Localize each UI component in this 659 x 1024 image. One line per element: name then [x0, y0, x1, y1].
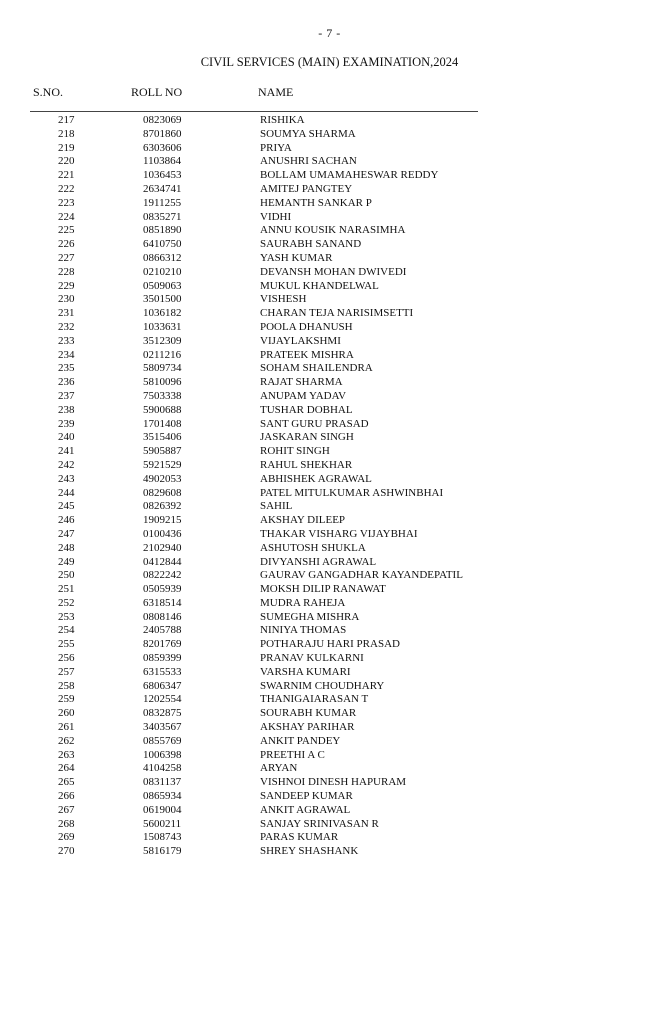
- cell-roll-no: 0210210: [143, 265, 182, 278]
- table-row: [0, 390, 659, 404]
- table-row: [0, 762, 659, 776]
- cell-name: VISHNOI DINESH HAPURAM: [260, 776, 407, 789]
- cell-sno: 234: [58, 348, 75, 361]
- cell-roll-no: 1036453: [143, 169, 182, 182]
- cell-sno: 233: [58, 334, 75, 347]
- cell-roll-no: 0826392: [143, 500, 182, 513]
- cell-name: PRANAV KULKARNI: [260, 652, 364, 665]
- cell-sno: 268: [58, 817, 75, 830]
- table-row: [0, 473, 659, 487]
- cell-roll-no: 6318514: [143, 596, 182, 609]
- table-row: [0, 431, 659, 445]
- table-row: [0, 376, 659, 390]
- cell-roll-no: 0211216: [143, 348, 182, 361]
- cell-roll-no: 4104258: [143, 762, 182, 775]
- cell-sno: 219: [58, 141, 75, 154]
- cell-sno: 238: [58, 403, 75, 416]
- table-row: [0, 445, 659, 459]
- page-number: - 7 -: [318, 26, 341, 40]
- cell-roll-no: 6315533: [143, 665, 182, 678]
- table-row: [0, 790, 659, 804]
- cell-name: SAURABH SANAND: [260, 238, 362, 251]
- cell-sno: 266: [58, 790, 75, 803]
- cell-name: ASHUTOSH SHUKLA: [260, 541, 366, 554]
- table-row: [0, 831, 659, 845]
- cell-name: PRIYA: [260, 141, 292, 154]
- cell-roll-no: 0100436: [143, 527, 182, 540]
- cell-sno: 225: [58, 224, 75, 237]
- cell-roll-no: 1202554: [143, 693, 182, 706]
- cell-roll-no: 0829608: [143, 486, 182, 499]
- cell-name: ANUSHRI SACHAN: [260, 155, 357, 168]
- cell-sno: 248: [58, 541, 75, 554]
- cell-name: GAURAV GANGADHAR KAYANDEPATIL: [260, 569, 463, 582]
- cell-name: SHREY SHASHANK: [260, 845, 359, 858]
- cell-sno: 270: [58, 845, 75, 858]
- cell-sno: 230: [58, 293, 75, 306]
- cell-roll-no: 0865934: [143, 790, 182, 803]
- cell-roll-no: 1036182: [143, 307, 182, 320]
- cell-sno: 222: [58, 182, 75, 195]
- cell-sno: 250: [58, 569, 75, 582]
- cell-name: VARSHA KUMARI: [260, 665, 351, 678]
- cell-sno: 227: [58, 251, 75, 264]
- cell-name: YASH KUMAR: [260, 251, 333, 264]
- cell-name: MUKUL KHANDELWAL: [260, 279, 379, 292]
- cell-roll-no: 3501500: [143, 293, 182, 306]
- cell-roll-no: 0835271: [143, 210, 182, 223]
- cell-name: TUSHAR DOBHAL: [260, 403, 353, 416]
- cell-sno: 223: [58, 196, 75, 209]
- table-row: [0, 238, 659, 252]
- cell-sno: 255: [58, 638, 75, 651]
- cell-name: SANJAY SRINIVASAN R: [260, 817, 379, 830]
- table-row: [0, 721, 659, 735]
- cell-roll-no: 7503338: [143, 389, 182, 402]
- header-name: NAME: [258, 85, 294, 99]
- cell-name: NINIYA THOMAS: [260, 624, 347, 637]
- cell-name: SOHAM SHAILENDRA: [260, 362, 373, 375]
- table-row: [0, 611, 659, 625]
- cell-name: AMITEJ PANGTEY: [260, 182, 353, 195]
- table-row: [0, 114, 659, 128]
- cell-name: JASKARAN SINGH: [260, 431, 354, 444]
- table-row: [0, 418, 659, 432]
- cell-roll-no: 5809734: [143, 362, 182, 375]
- cell-sno: 240: [58, 431, 75, 444]
- cell-sno: 247: [58, 527, 75, 540]
- cell-name: CHARAN TEJA NARISIMSETTI: [260, 307, 414, 320]
- cell-sno: 251: [58, 583, 75, 596]
- cell-name: ANKIT PANDEY: [260, 734, 341, 747]
- cell-name: DIVYANSHI AGRAWAL: [260, 555, 377, 568]
- table-row: [0, 514, 659, 528]
- cell-sno: 229: [58, 279, 75, 292]
- cell-roll-no: 6410750: [143, 238, 182, 251]
- cell-roll-no: 6806347: [143, 679, 182, 692]
- table-row: [0, 500, 659, 514]
- cell-name: POOLA DHANUSH: [260, 320, 353, 333]
- cell-sno: 231: [58, 307, 75, 320]
- table-row: [0, 404, 659, 418]
- cell-name: POTHARAJU HARI PRASAD: [260, 638, 400, 651]
- table-row: [0, 183, 659, 197]
- cell-roll-no: 0412844: [143, 555, 182, 568]
- cell-roll-no: 1508743: [143, 831, 182, 844]
- cell-roll-no: 0851890: [143, 224, 182, 237]
- table-row: [0, 818, 659, 832]
- cell-roll-no: 3512309: [143, 334, 182, 347]
- cell-roll-no: 0505939: [143, 583, 182, 596]
- header-divider: [30, 111, 478, 112]
- table-row: [0, 142, 659, 156]
- table-row: [0, 624, 659, 638]
- header-roll-no: ROLL NO: [131, 85, 183, 99]
- cell-sno: 228: [58, 265, 75, 278]
- cell-roll-no: 8701860: [143, 127, 182, 140]
- cell-sno: 254: [58, 624, 75, 637]
- cell-sno: 265: [58, 776, 75, 789]
- cell-sno: 249: [58, 555, 75, 568]
- table-row: [0, 362, 659, 376]
- cell-sno: 262: [58, 734, 75, 747]
- cell-name: HEMANTH SANKAR P: [260, 196, 372, 209]
- cell-roll-no: 5921529: [143, 458, 182, 471]
- cell-roll-no: 0831137: [143, 776, 182, 789]
- cell-roll-no: 3403567: [143, 721, 182, 734]
- cell-roll-no: 2634741: [143, 182, 182, 195]
- table-row: [0, 280, 659, 294]
- cell-name: VIJAYLAKSHMI: [260, 334, 341, 347]
- cell-roll-no: 8201769: [143, 638, 182, 651]
- cell-name: SWARNIM CHOUDHARY: [260, 679, 385, 692]
- table-row: [0, 749, 659, 763]
- cell-name: DEVANSH MOHAN DWIVEDI: [260, 265, 407, 278]
- table-row: [0, 459, 659, 473]
- cell-name: PREETHI A C: [260, 748, 325, 761]
- cell-roll-no: 0859399: [143, 652, 182, 665]
- table-row: [0, 335, 659, 349]
- cell-name: SUMEGHA MISHRA: [260, 610, 360, 623]
- cell-roll-no: 0619004: [143, 803, 182, 816]
- cell-sno: 226: [58, 238, 75, 251]
- cell-sno: 245: [58, 500, 75, 513]
- table-row: [0, 528, 659, 542]
- cell-sno: 217: [58, 114, 75, 126]
- cell-roll-no: 5816179: [143, 845, 182, 858]
- cell-name: ARYAN: [260, 762, 298, 775]
- cell-roll-no: 4902053: [143, 472, 182, 485]
- cell-name: THANIGAIARASAN T: [260, 693, 369, 706]
- cell-name: THAKAR VISHARG VIJAYBHAI: [260, 527, 418, 540]
- cell-roll-no: 2102940: [143, 541, 182, 554]
- cell-sno: 242: [58, 458, 75, 471]
- cell-roll-no: 1103864: [143, 155, 182, 168]
- cell-name: AKSHAY DILEEP: [260, 514, 346, 527]
- cell-roll-no: 2405788: [143, 624, 182, 637]
- cell-name: MOKSH DILIP RANAWAT: [260, 583, 386, 596]
- cell-sno: 256: [58, 652, 75, 665]
- cell-name: SAHIL: [260, 500, 293, 513]
- cell-sno: 263: [58, 748, 75, 761]
- cell-sno: 264: [58, 762, 75, 775]
- cell-roll-no: 0509063: [143, 279, 182, 292]
- cell-sno: 253: [58, 610, 75, 623]
- table-row: [0, 666, 659, 680]
- cell-sno: 235: [58, 362, 75, 375]
- table-row: [0, 735, 659, 749]
- cell-name: RAJAT SHARMA: [260, 376, 343, 389]
- table-row: [0, 307, 659, 321]
- cell-sno: 261: [58, 721, 75, 734]
- cell-sno: 232: [58, 320, 75, 333]
- cell-name: MUDRA RAHEJA: [260, 596, 346, 609]
- cell-sno: 267: [58, 803, 75, 816]
- cell-sno: 243: [58, 472, 75, 485]
- cell-roll-no: 1033631: [143, 320, 182, 333]
- cell-sno: 239: [58, 417, 75, 430]
- cell-sno: 220: [58, 155, 75, 168]
- cell-sno: 269: [58, 831, 75, 844]
- table-row: [0, 804, 659, 818]
- cell-roll-no: 0822242: [143, 569, 182, 582]
- document-title: CIVIL SERVICES (MAIN) EXAMINATION,2024: [200, 55, 459, 69]
- cell-name: ROHIT SINGH: [260, 445, 330, 458]
- table-row: [0, 211, 659, 225]
- table-row: [0, 349, 659, 363]
- cell-roll-no: 6303606: [143, 141, 182, 154]
- cell-name: BOLLAM UMAMAHESWAR REDDY: [260, 169, 439, 182]
- table-row: [0, 556, 659, 570]
- cell-name: SANDEEP KUMAR: [260, 790, 353, 803]
- table-row: [0, 597, 659, 611]
- cell-sno: 236: [58, 376, 75, 389]
- cell-sno: 260: [58, 707, 75, 720]
- table-row: [0, 638, 659, 652]
- cell-name: RISHIKA: [260, 114, 305, 126]
- cell-name: ANKIT AGRAWAL: [260, 803, 351, 816]
- cell-roll-no: 3515406: [143, 431, 182, 444]
- cell-sno: 224: [58, 210, 75, 223]
- table-row: [0, 224, 659, 238]
- results-table-body: [0, 114, 659, 859]
- cell-sno: 221: [58, 169, 75, 182]
- table-row: [0, 252, 659, 266]
- cell-sno: 252: [58, 596, 75, 609]
- table-header: [0, 85, 659, 99]
- cell-roll-no: 5810096: [143, 376, 182, 389]
- cell-roll-no: 0808146: [143, 610, 182, 623]
- cell-name: PARAS KUMAR: [260, 831, 339, 844]
- table-row: [0, 693, 659, 707]
- cell-roll-no: 1006398: [143, 748, 182, 761]
- table-row: [0, 293, 659, 307]
- cell-sno: 241: [58, 445, 75, 458]
- table-row: [0, 542, 659, 556]
- cell-name: PATEL MITULKUMAR ASHWINBHAI: [260, 486, 444, 499]
- cell-name: RAHUL SHEKHAR: [260, 458, 353, 471]
- cell-name: PRATEEK MISHRA: [260, 348, 354, 361]
- cell-name: ANUPAM YADAV: [260, 389, 347, 402]
- cell-name: ANNU KOUSIK NARASIMHA: [260, 224, 406, 237]
- cell-roll-no: 1909215: [143, 514, 182, 527]
- table-row: [0, 652, 659, 666]
- table-row: [0, 583, 659, 597]
- cell-sno: 244: [58, 486, 75, 499]
- cell-roll-no: 1701408: [143, 417, 182, 430]
- table-row: [0, 321, 659, 335]
- table-row: [0, 266, 659, 280]
- cell-name: VIDHI: [260, 210, 292, 223]
- cell-sno: 258: [58, 679, 75, 692]
- table-row: [0, 487, 659, 501]
- cell-roll-no: 0823069: [143, 114, 182, 126]
- cell-roll-no: 5600211: [143, 817, 182, 830]
- table-row: [0, 155, 659, 169]
- table-row: [0, 707, 659, 721]
- header-sno: S.NO.: [33, 85, 64, 99]
- cell-roll-no: 0855769: [143, 734, 182, 747]
- cell-roll-no: 5905887: [143, 445, 182, 458]
- cell-roll-no: 5900688: [143, 403, 182, 416]
- cell-name: ABHISHEK AGRAWAL: [260, 472, 372, 485]
- cell-sno: 218: [58, 127, 75, 140]
- table-row: [0, 680, 659, 694]
- cell-name: SOUMYA SHARMA: [260, 127, 356, 140]
- cell-roll-no: 0866312: [143, 251, 182, 264]
- cell-sno: 259: [58, 693, 75, 706]
- cell-sno: 246: [58, 514, 75, 527]
- cell-roll-no: 0832875: [143, 707, 182, 720]
- cell-sno: 257: [58, 665, 75, 678]
- table-row: [0, 197, 659, 211]
- table-row: [0, 169, 659, 183]
- cell-sno: 237: [58, 389, 75, 402]
- cell-roll-no: 1911255: [143, 196, 182, 209]
- table-row: [0, 776, 659, 790]
- cell-name: VISHESH: [260, 293, 307, 306]
- cell-name: AKSHAY PARIHAR: [260, 721, 355, 734]
- table-row: [0, 569, 659, 583]
- cell-name: SOURABH KUMAR: [260, 707, 357, 720]
- table-row: [0, 128, 659, 142]
- table-row: [0, 845, 659, 859]
- cell-name: SANT GURU PRASAD: [260, 417, 369, 430]
